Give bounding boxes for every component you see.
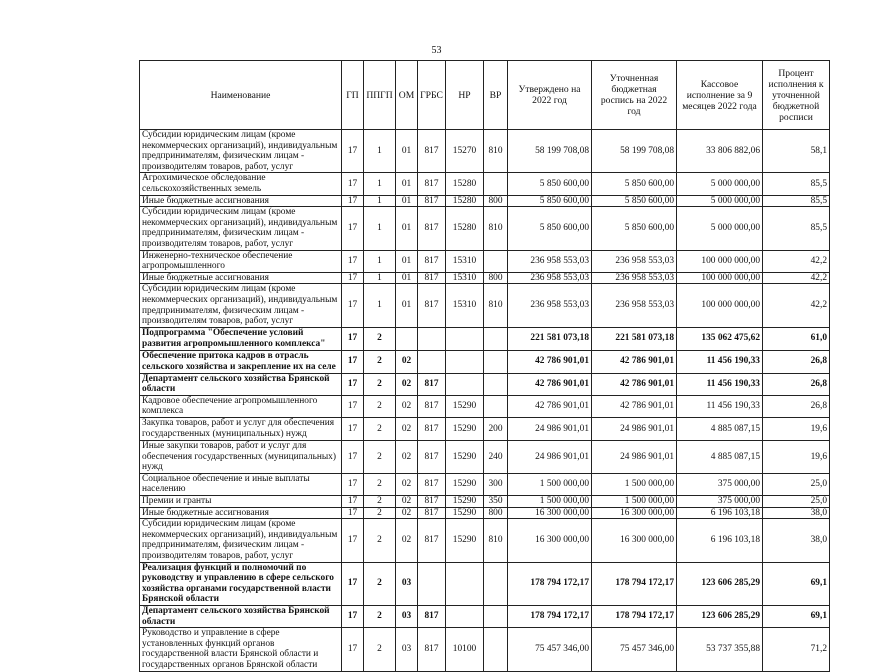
cell-name: Иные закупки товаров, работ и услуг для обеспечения государственных (муниципальных) нужд bbox=[140, 441, 342, 474]
cell-vr: 200 bbox=[484, 418, 508, 441]
cell-gp: 17 bbox=[342, 284, 364, 327]
cell-np bbox=[446, 373, 484, 395]
cell-name: Иные бюджетные ассигнования bbox=[140, 507, 342, 519]
cell-om: 02 bbox=[396, 473, 418, 495]
table-row bbox=[140, 195, 830, 207]
cell-cash: 6 196 103,18 bbox=[677, 519, 763, 562]
cell-om: 02 bbox=[396, 507, 418, 519]
cell-grbs: 817 bbox=[418, 195, 446, 207]
cell-vr: 240 bbox=[484, 441, 508, 474]
cell-grbs: 817 bbox=[418, 441, 446, 474]
cell-np: 15290 bbox=[446, 519, 484, 562]
cell-ppgp: 1 bbox=[364, 195, 396, 207]
cell-approved: 75 457 346,00 bbox=[508, 628, 592, 671]
cell-om: 02 bbox=[396, 418, 418, 441]
cell-refined: 24 986 901,01 bbox=[592, 441, 677, 474]
table-row bbox=[140, 441, 830, 474]
cell-refined: 16 300 000,00 bbox=[592, 507, 677, 519]
cell-name: Премии и гранты bbox=[140, 496, 342, 508]
cell-cash: 11 456 190,33 bbox=[677, 395, 763, 417]
cell-gp: 17 bbox=[342, 562, 364, 605]
cell-cash: 5 000 000,00 bbox=[677, 173, 763, 195]
table-header-row bbox=[140, 61, 830, 130]
cell-gp: 17 bbox=[342, 195, 364, 207]
cell-refined: 16 300 000,00 bbox=[592, 519, 677, 562]
cell-approved: 42 786 901,01 bbox=[508, 395, 592, 417]
table-row bbox=[140, 250, 830, 272]
cell-gp: 17 bbox=[342, 605, 364, 627]
cell-cash: 5 000 000,00 bbox=[677, 207, 763, 250]
cell-approved: 5 850 600,00 bbox=[508, 195, 592, 207]
cell-name: Кадровое обеспечение агропромышленного комплекса bbox=[140, 395, 342, 417]
cell-refined: 236 958 553,03 bbox=[592, 272, 677, 284]
cell-grbs: 817 bbox=[418, 173, 446, 195]
cell-ppgp: 2 bbox=[364, 605, 396, 627]
cell-gp: 17 bbox=[342, 130, 364, 173]
cell-np: 15280 bbox=[446, 195, 484, 207]
cell-refined: 5 850 600,00 bbox=[592, 173, 677, 195]
cell-grbs bbox=[418, 562, 446, 605]
table-row bbox=[140, 272, 830, 284]
cell-percent: 25,0 bbox=[763, 473, 830, 495]
cell-name: Реализация функций и полномочий по руководству и управлению в сфере сельского хозяйства органами государственной власти Брянской области bbox=[140, 562, 342, 605]
cell-om bbox=[396, 327, 418, 350]
cell-percent: 71,2 bbox=[763, 628, 830, 671]
cell-np: 15270 bbox=[446, 130, 484, 173]
header-cash: Кассовое исполнение за 9 месяцев 2022 года bbox=[677, 61, 763, 130]
cell-grbs: 817 bbox=[418, 628, 446, 671]
cell-name: Инженерно-техническое обеспечение агропромышленного bbox=[140, 250, 342, 272]
cell-ppgp: 2 bbox=[364, 562, 396, 605]
cell-vr bbox=[484, 605, 508, 627]
cell-ppgp: 2 bbox=[364, 473, 396, 495]
table-row bbox=[140, 562, 830, 605]
cell-gp: 17 bbox=[342, 272, 364, 284]
table-row bbox=[140, 373, 830, 395]
cell-name: Агрохимическое обследование сельскохозяйственных земель bbox=[140, 173, 342, 195]
cell-gp: 17 bbox=[342, 250, 364, 272]
cell-ppgp: 1 bbox=[364, 130, 396, 173]
cell-vr bbox=[484, 373, 508, 395]
cell-gp: 17 bbox=[342, 441, 364, 474]
table-row bbox=[140, 284, 830, 327]
cell-refined: 178 794 172,17 bbox=[592, 562, 677, 605]
cell-gp: 17 bbox=[342, 395, 364, 417]
cell-vr bbox=[484, 395, 508, 417]
cell-refined: 236 958 553,03 bbox=[592, 250, 677, 272]
table-row bbox=[140, 496, 830, 508]
header-name: Наименование bbox=[140, 61, 342, 130]
cell-percent: 42,2 bbox=[763, 272, 830, 284]
header-approved: Утверждено на 2022 год bbox=[508, 61, 592, 130]
budget-execution-table bbox=[139, 60, 830, 672]
cell-refined: 24 986 901,01 bbox=[592, 418, 677, 441]
cell-ppgp: 2 bbox=[364, 441, 396, 474]
cell-grbs: 817 bbox=[418, 473, 446, 495]
cell-percent: 61,0 bbox=[763, 327, 830, 350]
table-row bbox=[140, 418, 830, 441]
cell-grbs: 817 bbox=[418, 250, 446, 272]
cell-grbs: 817 bbox=[418, 207, 446, 250]
cell-name: Иные бюджетные ассигнования bbox=[140, 272, 342, 284]
cell-approved: 5 850 600,00 bbox=[508, 173, 592, 195]
cell-vr: 300 bbox=[484, 473, 508, 495]
cell-om: 02 bbox=[396, 350, 418, 373]
cell-cash: 6 196 103,18 bbox=[677, 507, 763, 519]
cell-percent: 26,8 bbox=[763, 350, 830, 373]
cell-gp: 17 bbox=[342, 418, 364, 441]
cell-approved: 42 786 901,01 bbox=[508, 373, 592, 395]
cell-np: 15290 bbox=[446, 418, 484, 441]
table-row bbox=[140, 395, 830, 417]
cell-name: Субсидии юридическим лицам (кроме некоммерческих организаций), индивидуальным предпринимателям, физическим лицам - производителям товаров, работ, услуг bbox=[140, 284, 342, 327]
cell-vr bbox=[484, 173, 508, 195]
cell-vr bbox=[484, 250, 508, 272]
cell-ppgp: 2 bbox=[364, 496, 396, 508]
cell-percent: 26,8 bbox=[763, 373, 830, 395]
cell-ppgp: 2 bbox=[364, 327, 396, 350]
cell-grbs: 817 bbox=[418, 496, 446, 508]
cell-grbs bbox=[418, 350, 446, 373]
cell-name: Социальное обеспечение и иные выплаты населению bbox=[140, 473, 342, 495]
cell-gp: 17 bbox=[342, 207, 364, 250]
cell-grbs: 817 bbox=[418, 373, 446, 395]
cell-ppgp: 1 bbox=[364, 207, 396, 250]
cell-cash: 4 885 087,15 bbox=[677, 441, 763, 474]
cell-percent: 85,5 bbox=[763, 173, 830, 195]
cell-name: Субсидии юридическим лицам (кроме некоммерческих организаций), индивидуальным предпринимателям, физическим лицам - производителям товаров, работ, услуг bbox=[140, 519, 342, 562]
cell-np: 15290 bbox=[446, 473, 484, 495]
table-row bbox=[140, 173, 830, 195]
cell-np: 15290 bbox=[446, 441, 484, 474]
cell-vr bbox=[484, 628, 508, 671]
cell-grbs: 817 bbox=[418, 605, 446, 627]
cell-np bbox=[446, 605, 484, 627]
cell-approved: 42 786 901,01 bbox=[508, 350, 592, 373]
cell-grbs: 817 bbox=[418, 395, 446, 417]
cell-np: 15310 bbox=[446, 272, 484, 284]
table-row bbox=[140, 473, 830, 495]
cell-np bbox=[446, 350, 484, 373]
cell-cash: 123 606 285,29 bbox=[677, 562, 763, 605]
cell-percent: 38,0 bbox=[763, 507, 830, 519]
cell-refined: 5 850 600,00 bbox=[592, 207, 677, 250]
cell-ppgp: 2 bbox=[364, 418, 396, 441]
cell-cash: 4 885 087,15 bbox=[677, 418, 763, 441]
cell-om: 03 bbox=[396, 562, 418, 605]
cell-approved: 236 958 553,03 bbox=[508, 284, 592, 327]
cell-approved: 221 581 073,18 bbox=[508, 327, 592, 350]
cell-vr: 810 bbox=[484, 519, 508, 562]
cell-gp: 17 bbox=[342, 373, 364, 395]
cell-ppgp: 2 bbox=[364, 628, 396, 671]
cell-gp: 17 bbox=[342, 173, 364, 195]
cell-vr: 350 bbox=[484, 496, 508, 508]
header-vr: ВР bbox=[484, 61, 508, 130]
cell-grbs: 817 bbox=[418, 519, 446, 562]
cell-cash: 11 456 190,33 bbox=[677, 350, 763, 373]
cell-om: 02 bbox=[396, 496, 418, 508]
cell-refined: 236 958 553,03 bbox=[592, 284, 677, 327]
cell-np: 15290 bbox=[446, 395, 484, 417]
table-row bbox=[140, 628, 830, 671]
table-row bbox=[140, 130, 830, 173]
cell-grbs: 817 bbox=[418, 418, 446, 441]
cell-om: 01 bbox=[396, 284, 418, 327]
cell-ppgp: 1 bbox=[364, 272, 396, 284]
cell-name: Иные бюджетные ассигнования bbox=[140, 195, 342, 207]
page-number: 53 bbox=[431, 45, 442, 56]
cell-approved: 16 300 000,00 bbox=[508, 507, 592, 519]
cell-gp: 17 bbox=[342, 473, 364, 495]
cell-ppgp: 1 bbox=[364, 173, 396, 195]
table-body bbox=[140, 130, 830, 672]
cell-percent: 25,0 bbox=[763, 496, 830, 508]
cell-approved: 58 199 708,08 bbox=[508, 130, 592, 173]
table-row bbox=[140, 519, 830, 562]
cell-np: 10100 bbox=[446, 628, 484, 671]
cell-name: Департамент сельского хозяйства Брянской области bbox=[140, 373, 342, 395]
cell-refined: 42 786 901,01 bbox=[592, 350, 677, 373]
cell-refined: 5 850 600,00 bbox=[592, 195, 677, 207]
cell-approved: 1 500 000,00 bbox=[508, 496, 592, 508]
cell-vr bbox=[484, 350, 508, 373]
cell-refined: 1 500 000,00 bbox=[592, 496, 677, 508]
cell-percent: 42,2 bbox=[763, 284, 830, 327]
cell-cash: 123 606 285,29 bbox=[677, 605, 763, 627]
cell-np: 15280 bbox=[446, 173, 484, 195]
cell-vr bbox=[484, 562, 508, 605]
header-refined: Уточненная бюджетная роспись на 2022 год bbox=[592, 61, 677, 130]
cell-name: Департамент сельского хозяйства Брянской области bbox=[140, 605, 342, 627]
cell-percent: 19,6 bbox=[763, 441, 830, 474]
cell-refined: 221 581 073,18 bbox=[592, 327, 677, 350]
cell-name: Подпрограмма "Обеспечение условий развития агропромышленного комплекса" bbox=[140, 327, 342, 350]
cell-grbs bbox=[418, 327, 446, 350]
cell-cash: 375 000,00 bbox=[677, 473, 763, 495]
cell-gp: 17 bbox=[342, 496, 364, 508]
cell-refined: 178 794 172,17 bbox=[592, 605, 677, 627]
cell-np: 15310 bbox=[446, 250, 484, 272]
cell-percent: 69,1 bbox=[763, 562, 830, 605]
cell-vr: 810 bbox=[484, 207, 508, 250]
cell-approved: 178 794 172,17 bbox=[508, 562, 592, 605]
table-row bbox=[140, 605, 830, 627]
cell-np: 15290 bbox=[446, 496, 484, 508]
cell-ppgp: 2 bbox=[364, 507, 396, 519]
header-percent: Процент исполнения к уточненной бюджетной росписи bbox=[763, 61, 830, 130]
cell-ppgp: 1 bbox=[364, 250, 396, 272]
cell-name: Закупка товаров, работ и услуг для обеспечения государственных (муниципальных) нужд bbox=[140, 418, 342, 441]
cell-percent: 26,8 bbox=[763, 395, 830, 417]
cell-grbs: 817 bbox=[418, 130, 446, 173]
cell-om: 01 bbox=[396, 207, 418, 250]
cell-name: Субсидии юридическим лицам (кроме некоммерческих организаций), индивидуальным предпринимателям, физическим лицам - производителям товаров, работ, услуг bbox=[140, 207, 342, 250]
cell-grbs: 817 bbox=[418, 272, 446, 284]
table-row bbox=[140, 207, 830, 250]
cell-cash: 100 000 000,00 bbox=[677, 272, 763, 284]
cell-ppgp: 2 bbox=[364, 350, 396, 373]
cell-percent: 58,1 bbox=[763, 130, 830, 173]
table-row bbox=[140, 350, 830, 373]
cell-om: 02 bbox=[396, 373, 418, 395]
cell-ppgp: 2 bbox=[364, 519, 396, 562]
cell-approved: 236 958 553,03 bbox=[508, 250, 592, 272]
header-np: НР bbox=[446, 61, 484, 130]
cell-percent: 85,5 bbox=[763, 195, 830, 207]
cell-om: 03 bbox=[396, 605, 418, 627]
cell-percent: 38,0 bbox=[763, 519, 830, 562]
cell-refined: 58 199 708,08 bbox=[592, 130, 677, 173]
cell-cash: 375 000,00 bbox=[677, 496, 763, 508]
cell-approved: 5 850 600,00 bbox=[508, 207, 592, 250]
cell-refined: 42 786 901,01 bbox=[592, 373, 677, 395]
cell-vr: 800 bbox=[484, 195, 508, 207]
cell-np: 15290 bbox=[446, 507, 484, 519]
cell-ppgp: 1 bbox=[364, 284, 396, 327]
cell-vr bbox=[484, 327, 508, 350]
cell-np: 15310 bbox=[446, 284, 484, 327]
cell-cash: 100 000 000,00 bbox=[677, 284, 763, 327]
cell-percent: 42,2 bbox=[763, 250, 830, 272]
cell-refined: 75 457 346,00 bbox=[592, 628, 677, 671]
table-row bbox=[140, 327, 830, 350]
cell-cash: 53 737 355,88 bbox=[677, 628, 763, 671]
cell-cash: 5 000 000,00 bbox=[677, 195, 763, 207]
cell-om: 02 bbox=[396, 395, 418, 417]
cell-np bbox=[446, 327, 484, 350]
cell-name: Руководство и управление в сфере установленных функций органов государственной власти Брянской области и государственных органов Брянской области bbox=[140, 628, 342, 671]
cell-approved: 24 986 901,01 bbox=[508, 418, 592, 441]
cell-name: Субсидии юридическим лицам (кроме некоммерческих организаций), индивидуальным предпринимателям, физическим лицам - производителям товаров, работ, услуг bbox=[140, 130, 342, 173]
cell-refined: 42 786 901,01 bbox=[592, 395, 677, 417]
cell-refined: 1 500 000,00 bbox=[592, 473, 677, 495]
cell-om: 02 bbox=[396, 519, 418, 562]
cell-om: 01 bbox=[396, 195, 418, 207]
cell-ppgp: 2 bbox=[364, 373, 396, 395]
header-gp: ГП bbox=[342, 61, 364, 130]
cell-cash: 100 000 000,00 bbox=[677, 250, 763, 272]
cell-om: 01 bbox=[396, 250, 418, 272]
cell-approved: 178 794 172,17 bbox=[508, 605, 592, 627]
header-ppgp: ППГП bbox=[364, 61, 396, 130]
cell-vr: 810 bbox=[484, 130, 508, 173]
cell-gp: 17 bbox=[342, 507, 364, 519]
cell-gp: 17 bbox=[342, 628, 364, 671]
cell-gp: 17 bbox=[342, 327, 364, 350]
cell-approved: 1 500 000,00 bbox=[508, 473, 592, 495]
cell-gp: 17 bbox=[342, 519, 364, 562]
cell-percent: 19,6 bbox=[763, 418, 830, 441]
cell-name: Обеспечение притока кадров в отрасль сельского хозяйства и закрепление их на селе bbox=[140, 350, 342, 373]
cell-om: 01 bbox=[396, 130, 418, 173]
cell-om: 01 bbox=[396, 173, 418, 195]
cell-vr: 800 bbox=[484, 272, 508, 284]
cell-np bbox=[446, 562, 484, 605]
cell-percent: 85,5 bbox=[763, 207, 830, 250]
cell-approved: 24 986 901,01 bbox=[508, 441, 592, 474]
cell-approved: 236 958 553,03 bbox=[508, 272, 592, 284]
cell-om: 02 bbox=[396, 441, 418, 474]
cell-cash: 33 806 882,06 bbox=[677, 130, 763, 173]
cell-om: 03 bbox=[396, 628, 418, 671]
cell-vr: 810 bbox=[484, 284, 508, 327]
cell-om: 01 bbox=[396, 272, 418, 284]
cell-approved: 16 300 000,00 bbox=[508, 519, 592, 562]
cell-percent: 69,1 bbox=[763, 605, 830, 627]
cell-grbs: 817 bbox=[418, 284, 446, 327]
cell-ppgp: 2 bbox=[364, 395, 396, 417]
header-om: ОМ bbox=[396, 61, 418, 130]
cell-grbs: 817 bbox=[418, 507, 446, 519]
cell-gp: 17 bbox=[342, 350, 364, 373]
table-row bbox=[140, 507, 830, 519]
cell-np: 15280 bbox=[446, 207, 484, 250]
cell-cash: 135 062 475,62 bbox=[677, 327, 763, 350]
cell-cash: 11 456 190,33 bbox=[677, 373, 763, 395]
header-grbs: ГРБС bbox=[418, 61, 446, 130]
cell-vr: 800 bbox=[484, 507, 508, 519]
